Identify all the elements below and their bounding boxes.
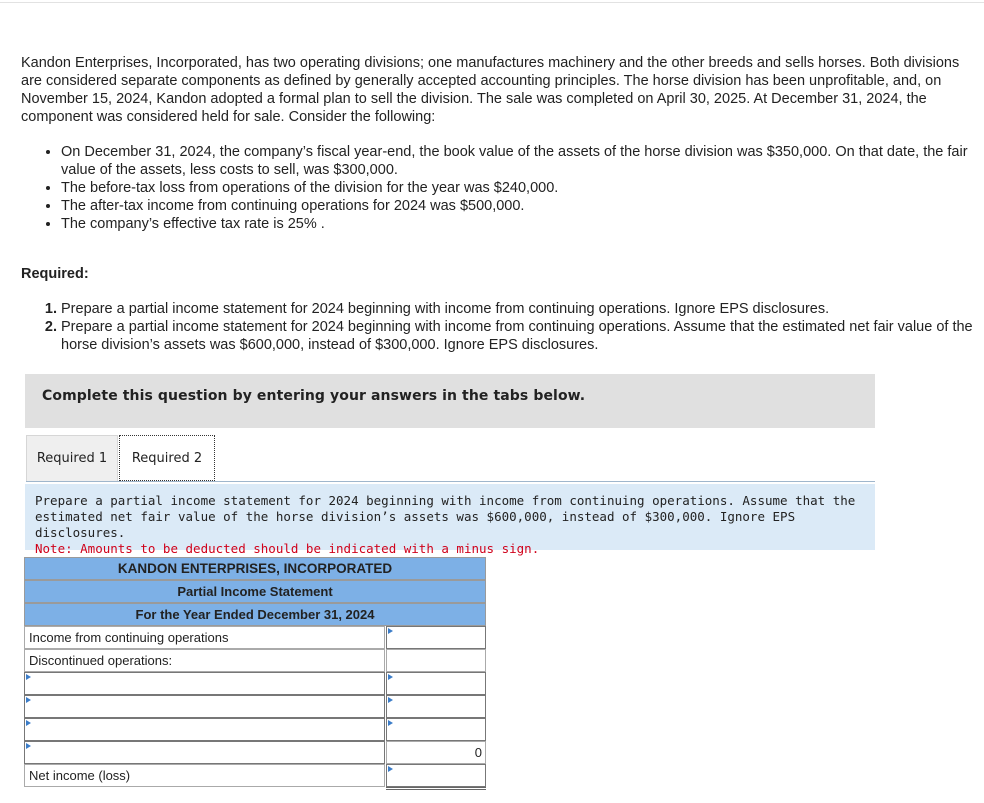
label-input[interactable]	[24, 695, 385, 718]
fact-item: • On December 31, 2024, the company’s fiscal year-end, the book value of the assets of the horse division was $350,000. On that date, the fair value of the assets, less costs to sell, was $300,000.	[61, 143, 984, 179]
row-label: Net income (loss)	[24, 764, 385, 787]
tab-required-2[interactable]: Required 2	[119, 435, 215, 481]
note-text: Note: Amounts to be deducted should be indicated with a minus sign.	[35, 541, 540, 556]
tab-required-1[interactable]: Required 1	[26, 435, 118, 481]
facts-list	[41, 143, 984, 233]
table-row	[24, 718, 486, 741]
tab-divider	[26, 481, 875, 482]
table-row	[24, 741, 486, 764]
instruction-text: Prepare a partial income statement for 2024 beginning with income from continuing operations. Assume that the estimated net fair value of the horse division’s assets was $600,000, instead of $300,000. Ignore EPS disclosures.	[35, 493, 856, 540]
required-heading: Required:	[21, 266, 89, 282]
label-input[interactable]	[24, 718, 385, 741]
label-input[interactable]	[24, 741, 385, 764]
amount-input[interactable]	[386, 764, 486, 787]
input-marker-icon	[388, 674, 393, 680]
input-marker-icon	[388, 766, 393, 772]
amount-cell	[386, 649, 486, 672]
input-marker-icon	[26, 743, 31, 749]
required-item: 1. Prepare a partial income statement for 2024 beginning with income from continuing operations. Ignore EPS disclosures.	[61, 300, 981, 318]
input-marker-icon	[26, 720, 31, 726]
fact-item: • The before-tax loss from operations of the division for the year was $240,000.	[61, 179, 984, 197]
fact-item: • The after-tax income from continuing operations for 2024 was $500,000.	[61, 197, 984, 215]
input-marker-icon	[388, 697, 393, 703]
amount-input[interactable]	[386, 672, 486, 695]
amount-total-cell	[386, 741, 486, 764]
table-row	[24, 764, 486, 787]
problem-intro: Kandon Enterprises, Incorporated, has two operating divisions; one manufactures machinery and the other breeds and sells horses. Both divisions are considered separate components as defined by generally accepted accounting principles. The horse division has been unprofitable, and, on November 15, 2024, Kandon adopted a formal plan to sell the division. The sale was completed on April 30, 2025. At December 31, 2024, the component was considered held for sale. Consider the following:	[21, 55, 960, 125]
statement-period: For the Year Ended December 31, 2024	[24, 603, 486, 626]
table-row	[24, 626, 486, 649]
input-marker-icon	[26, 674, 31, 680]
amount-value: 0	[474, 745, 482, 760]
label-input[interactable]	[24, 672, 385, 695]
banner-text: Complete this question by entering your answers in the tabs below.	[42, 388, 586, 404]
table-row	[24, 649, 486, 672]
double-underline	[386, 787, 486, 790]
fact-item: • The company’s effective tax rate is 25% .	[61, 215, 984, 233]
required-item: 2. Prepare a partial income statement for 2024 beginning with income from continuing operations. Assume that the estimated net fair value of the horse division’s assets was $600,000, instead of $300,000. Ignore EPS disclosures.	[61, 318, 981, 354]
input-marker-icon	[388, 720, 393, 726]
amount-input[interactable]	[386, 718, 486, 741]
amount-input[interactable]	[386, 695, 486, 718]
input-marker-icon	[26, 697, 31, 703]
row-label: Discontinued operations:	[24, 649, 385, 672]
input-marker-icon	[388, 628, 393, 634]
table-row	[24, 695, 486, 718]
tab-instruction-panel	[25, 484, 875, 556]
table-row	[24, 672, 486, 695]
statement-company-name: KANDON ENTERPRISES, INCORPORATED	[24, 557, 486, 580]
required-list	[43, 300, 981, 354]
row-label: Income from continuing operations	[24, 626, 385, 649]
instructions-banner	[25, 374, 875, 428]
statement-title: Partial Income Statement	[24, 580, 486, 603]
amount-input[interactable]	[386, 626, 486, 649]
top-divider	[0, 2, 984, 3]
